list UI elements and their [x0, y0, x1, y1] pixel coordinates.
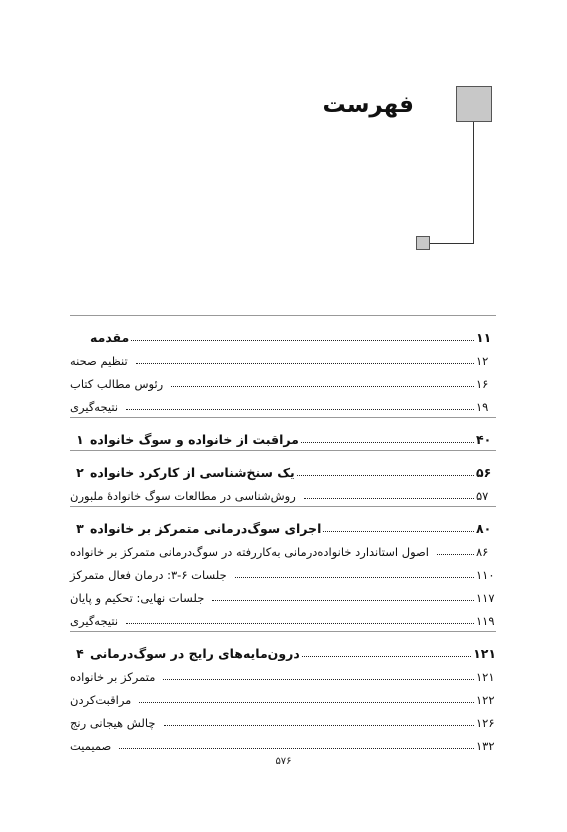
dot-leader — [136, 363, 474, 364]
dot-leader — [323, 531, 474, 532]
chapter-title: اجرای سوگ‌درمانی متمرکز بر خانواده — [90, 521, 322, 536]
chapter-number: ۱ — [76, 432, 84, 447]
section-title: صمیمیت — [70, 739, 112, 753]
page-ref: ۱۲ — [476, 354, 489, 368]
page-ref: ۱۱۷ — [476, 591, 495, 605]
section-title: چالش هیجانی رنج — [70, 716, 156, 730]
page-number: ۵۷۶ — [275, 756, 292, 767]
section-title: رئوس مطالب کتاب — [70, 377, 164, 391]
toc-chapter-row[interactable] — [70, 318, 496, 345]
page-ref: ۸۰ — [476, 521, 492, 536]
dot-leader — [304, 498, 474, 499]
toc-section-row[interactable] — [70, 345, 496, 368]
dot-leader — [171, 386, 474, 387]
toc-section-row[interactable] — [70, 605, 496, 628]
page-ref: ۱۲۱ — [473, 646, 496, 661]
section-title: جلسات ۶-۳: درمان فعال متمرکز — [70, 568, 227, 582]
dot-leader — [235, 577, 474, 578]
section-title: تنظیم صحنه — [70, 354, 128, 368]
section-title: روش‌شناسی در مطالعات سوگ خانوادهٔ ملبورن — [70, 489, 296, 503]
decorative-horizontal-line — [429, 243, 474, 244]
toc-section-row[interactable] — [70, 559, 496, 582]
toc-chapter-row[interactable] — [70, 634, 496, 661]
toc-chapter-row[interactable] — [70, 509, 496, 536]
toc-section-row[interactable] — [70, 536, 496, 559]
chapter-separator — [70, 315, 496, 316]
dot-leader — [119, 748, 474, 749]
toc-section-row[interactable] — [70, 661, 496, 684]
section-title: اصول استاندارد خانواده‌درمانی به‌کاررفته در سوگ‌درمانی متمرکز بر خانواده — [70, 545, 429, 559]
decorative-vertical-line — [473, 122, 474, 244]
toc-section-row[interactable] — [70, 582, 496, 605]
dot-leader — [301, 442, 474, 443]
chapter-separator — [70, 506, 496, 507]
dot-leader — [297, 475, 474, 476]
page-ref: ۱۱۰ — [476, 568, 495, 582]
decorative-large-square — [456, 86, 492, 122]
page-ref: ۱۲۶ — [476, 716, 495, 730]
chapter-separator — [70, 417, 496, 418]
decorative-small-square — [416, 236, 430, 250]
chapter-separator — [70, 450, 496, 451]
page-ref: ۱۳۲ — [476, 739, 495, 753]
dot-leader — [164, 725, 474, 726]
page-ref: ۱۹ — [476, 400, 489, 414]
toc-section-row[interactable] — [70, 391, 496, 414]
page-ref: ۱۶ — [476, 377, 489, 391]
dot-leader — [212, 600, 474, 601]
page-ref: ۵۷ — [476, 489, 489, 503]
chapter-separator — [70, 631, 496, 632]
page-ref: ۵۶ — [476, 465, 492, 480]
chapter-number: ۳ — [76, 521, 84, 536]
toc-chapter-row[interactable] — [70, 453, 496, 480]
section-title: متمرکز بر خانواده — [70, 670, 156, 684]
dot-leader — [126, 409, 474, 410]
dot-leader — [163, 679, 474, 680]
section-title: نتیجه‌گیری — [70, 400, 119, 414]
page-title: فهرست — [322, 92, 414, 118]
chapter-title: مقدمه — [90, 330, 130, 345]
chapter-title: یک سنخ‌شناسی از کارکرد خانواده — [90, 465, 295, 480]
dot-leader — [302, 656, 471, 657]
page-ref: ۴۰ — [476, 432, 492, 447]
toc-section-row[interactable] — [70, 730, 496, 753]
page-ref: ۱۲۲ — [476, 693, 495, 707]
toc-section-row[interactable] — [70, 368, 496, 391]
section-title: نتیجه‌گیری — [70, 614, 119, 628]
toc-section-row[interactable] — [70, 707, 496, 730]
chapter-title: مراقبت از خانواده و سوگ خانواده — [90, 432, 299, 447]
toc-section-row[interactable] — [70, 480, 496, 503]
chapter-number: ۲ — [76, 465, 84, 480]
title-block — [322, 86, 494, 256]
section-title: مراقبت‌کردن — [70, 693, 132, 707]
table-of-contents — [70, 312, 496, 753]
toc-chapter-row[interactable] — [70, 420, 496, 447]
chapter-number: ۴ — [76, 646, 84, 661]
section-title: جلسات نهایی: تحکیم و پایان — [70, 591, 205, 605]
page-ref: ۸۶ — [476, 545, 489, 559]
dot-leader — [437, 554, 474, 555]
chapter-title: درون‌مایه‌های رایج در سوگ‌درمانی — [90, 646, 300, 661]
page-ref: ۱۱۹ — [476, 614, 495, 628]
toc-section-row[interactable] — [70, 684, 496, 707]
dot-leader — [126, 623, 474, 624]
page-ref: ۱۲۱ — [476, 670, 495, 684]
dot-leader — [139, 702, 474, 703]
dot-leader — [131, 340, 474, 341]
page-ref: ۱۱ — [476, 330, 492, 345]
